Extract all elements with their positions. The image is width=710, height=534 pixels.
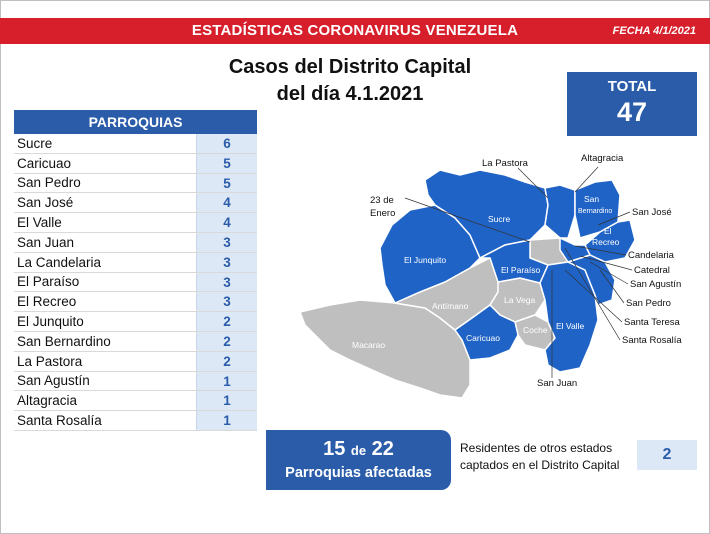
map-label-el-valle: El Valle	[556, 321, 585, 331]
map-label-el-paraiso: El Paraíso	[501, 265, 541, 275]
parroquia-value: 3	[196, 292, 257, 311]
parroquia-name: San Pedro	[17, 175, 81, 191]
callout-santa-teresa: Santa Teresa	[624, 317, 680, 328]
parroquia-name: San Bernardino	[17, 333, 111, 349]
title-line-2: del día 4.1.2021	[276, 83, 424, 105]
callout-santa-rosalia: Santa Rosalía	[622, 335, 682, 346]
header-date: FECHA 4/1/2021	[612, 25, 696, 37]
parroquia-value: 2	[196, 352, 257, 371]
parroquia-name: Santa Rosalía	[17, 413, 102, 429]
parroquia-value: 4	[196, 193, 257, 212]
parroquia-value: 3	[196, 233, 257, 252]
header-title: ESTADÍSTICAS CORONAVIRUS VENEZUELA	[191, 22, 519, 39]
callout-catedral: Catedral	[634, 265, 670, 276]
callout-23-enero-1: 23 de	[370, 195, 394, 206]
map-label-san-bernardino-1: San	[584, 194, 600, 204]
parroquia-value: 3	[196, 273, 257, 292]
parroquia-value: 3	[196, 253, 257, 272]
parroquia-value: 2	[196, 332, 257, 351]
parroquia-value: 1	[196, 411, 257, 430]
total-label: TOTAL	[607, 78, 657, 95]
parroquia-name: El Recreo	[17, 294, 77, 310]
map-label-sucre: Sucre	[488, 214, 511, 224]
parroquia-name: El Valle	[17, 215, 62, 231]
total-value: 47	[616, 97, 648, 127]
callout-la-pastora: La Pastora	[482, 158, 528, 169]
residents-value: 2	[637, 440, 697, 470]
affected-count-line	[266, 438, 451, 461]
parroquia-value: 2	[196, 312, 257, 331]
map-region-la-pastora	[545, 185, 575, 238]
parroquia-name: Caricuao	[17, 155, 72, 171]
callout-candelaria: Candelaria	[628, 250, 674, 261]
parroquia-name: La Candelaria	[17, 254, 102, 270]
callout-san-pedro: San Pedro	[626, 298, 671, 309]
parroquia-name: El Paraíso	[17, 274, 80, 290]
parroquia-name: San Juan	[17, 234, 75, 250]
map-label-el-recreo-1: El	[604, 226, 612, 236]
callout-san-jose: San José	[632, 207, 672, 218]
parroquia-name: San Agustín	[17, 373, 90, 389]
affected-label: Parroquias afectadas	[285, 465, 432, 481]
parroquia-name: La Pastora	[17, 353, 83, 369]
parroquia-name: Sucre	[17, 135, 53, 151]
parroquia-value: 5	[196, 154, 257, 173]
callout-23-enero-2: Enero	[370, 208, 396, 219]
parroquia-value: 5	[196, 174, 257, 193]
parroquia-value: 1	[196, 391, 257, 410]
affected-box	[266, 430, 451, 490]
affected-total: 22	[371, 438, 394, 460]
residents-text: Residentes de otros estados captados en el Distrito Capital	[460, 441, 620, 472]
map-label-san-bernardino-2: Bernardino	[578, 208, 613, 215]
callout-san-juan: San Juan	[537, 378, 578, 389]
title-line-1: Casos del Distrito Capital	[228, 56, 472, 78]
callout-san-agustin: San Agustín	[630, 279, 682, 290]
map-label-el-recreo-2: Recreo	[592, 237, 620, 247]
map-label-caricuao: Caricuao	[466, 333, 501, 343]
affected-count: 15	[323, 438, 346, 460]
parroquia-value: 1	[196, 372, 257, 391]
affected-de: de	[350, 443, 367, 458]
callout-altagracia: Altagracia	[581, 153, 624, 164]
map-label-la-vega: La Vega	[504, 295, 536, 305]
parroquia-value: 6	[196, 134, 257, 153]
map-label-el-junquito: El Junquito	[404, 255, 447, 265]
parroquia-name: Altagracia	[17, 393, 78, 409]
parroquias-header: PARROQUIAS	[14, 110, 257, 134]
map-label-coche: Coche	[523, 325, 548, 335]
map-label-antimano: Antímano	[432, 301, 469, 311]
parroquia-value: 4	[196, 213, 257, 232]
parroquia-name: San José	[17, 195, 74, 211]
map-label-macarao: Macarao	[352, 340, 386, 350]
parroquia-name: El Junquito	[17, 314, 84, 330]
